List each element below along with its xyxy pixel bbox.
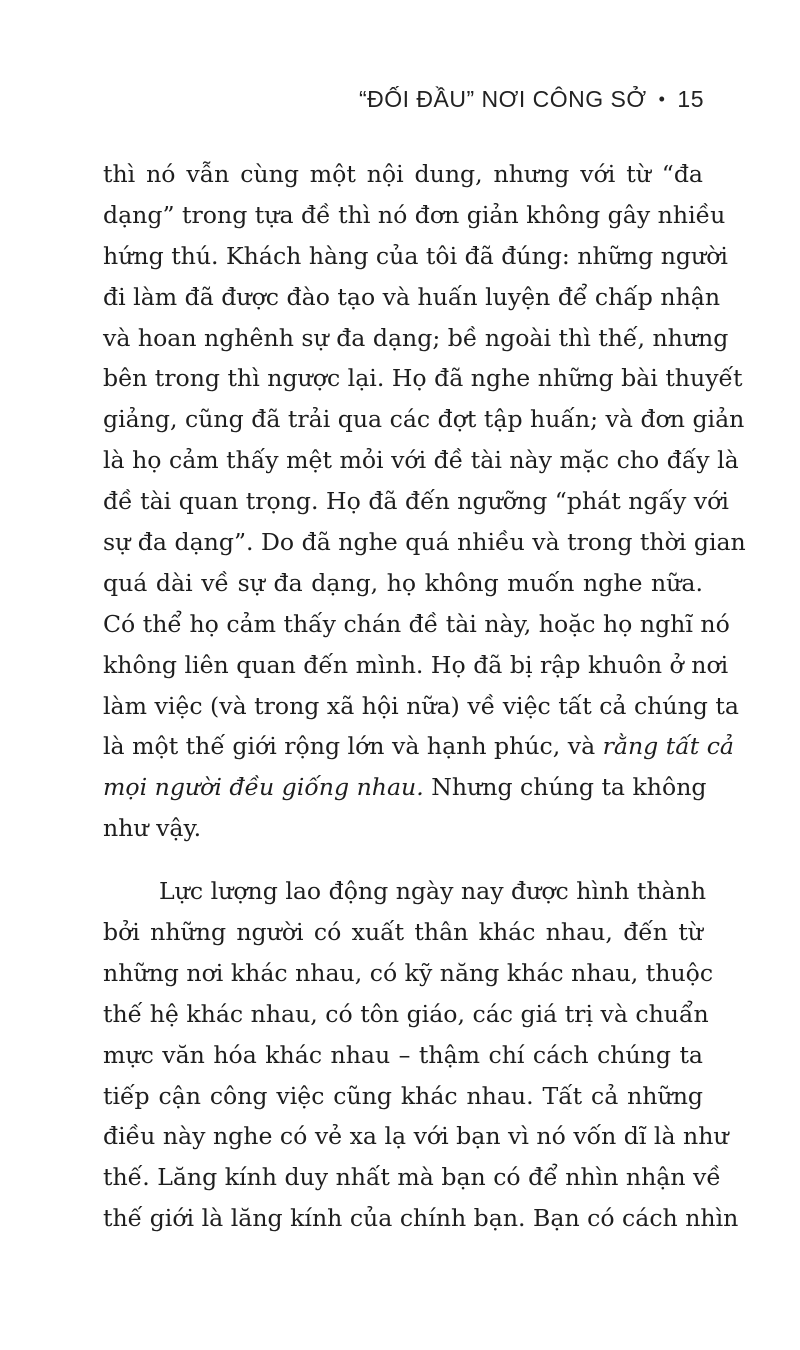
text-line: Lực lượng lao động ngày nay được hình thành — [159, 877, 707, 906]
text-line: những nơi khác nhau, có kỹ năng khác nhau, thuộc — [103, 958, 714, 987]
text-line: tiếp cận công việc cũng khác nhau. Tất cả những — [103, 1081, 703, 1110]
text-line: thì nó vẫn cùng một nội dung, nhưng với từ “đa — [103, 160, 703, 188]
body-text — [103, 154, 746, 1239]
text-line: là họ cảm thấy mệt mỏi với đề tài này mặc cho đấy là — [103, 446, 739, 475]
paragraph-gap — [103, 849, 703, 871]
text-line: thế. Lăng kính duy nhất mà bạn có để nhìn nhận về — [103, 1163, 721, 1192]
text-line: dạng” trong tựa đề thì nó đơn giản không gây nhiều — [103, 200, 726, 229]
text-line: thế hệ khác nhau, có tôn giáo, các giá trị và chuẩn — [103, 999, 709, 1028]
text-line: như vậy. — [103, 814, 202, 843]
running-header — [359, 86, 704, 113]
chapter-title: “ĐỐI ĐẦU” NƠI CÔNG SỞ — [358, 86, 647, 112]
italic-phrase: rằng tất cả — [602, 732, 734, 761]
text-line: thế giới là lăng kính của chính bạn. Bạn có cách nhìn — [103, 1204, 739, 1233]
header-separator: • — [658, 89, 666, 109]
text-line: điều này nghe có vẻ xa lạ với bạn vì nó vốn dĩ là như — [103, 1122, 729, 1151]
text-line: đề tài quan trọng. Họ đã đến ngưỡng “phát ngấy với — [103, 487, 729, 516]
page-number: 15 — [677, 86, 704, 112]
text-line-with-italic — [103, 767, 707, 808]
text-line: bởi những người có xuất thân khác nhau, đến từ — [103, 918, 703, 947]
text-line: Có thể họ cảm thấy chán đề tài này, hoặc họ nghĩ nó — [103, 609, 730, 638]
text-line: đi làm đã được đào tạo và huấn luyện để chấp nhận — [103, 282, 721, 311]
text-line: sự đa dạng”. Do đã nghe quá nhiều và trong thời gian — [103, 528, 746, 557]
text-line: bên trong thì ngược lại. Họ đã nghe những bài thuyết — [103, 364, 743, 393]
text-line: làm việc (và trong xã hội nữa) về việc tất cả chúng ta — [103, 691, 739, 720]
text-line: và hoan nghênh sự đa dạng; bề ngoài thì thế, nhưng — [103, 323, 729, 352]
paragraph-1 — [103, 154, 746, 849]
text-line: hứng thú. Khách hàng của tôi đã đúng: những người — [103, 241, 728, 270]
text-line: quá dài về sự đa dạng, họ không muốn nghe nữa. — [103, 568, 703, 597]
italic-phrase: mọi người đều giống nhau. — [103, 773, 424, 802]
text-line-with-italic — [103, 726, 734, 767]
paragraph-2 — [103, 871, 739, 1239]
text-line: mực văn hóa khác nhau – thậm chí cách chúng ta — [103, 1040, 703, 1069]
text-segment: là một thế giới rộng lớn và hạnh phúc, và — [103, 732, 603, 761]
text-line: không liên quan đến mình. Họ đã bị rập khuôn ở nơi — [103, 650, 729, 679]
text-line: giảng, cũng đã trải qua các đợt tập huấn; và đơn giản — [103, 405, 745, 434]
text-segment: Nhưng chúng ta không — [423, 773, 707, 802]
